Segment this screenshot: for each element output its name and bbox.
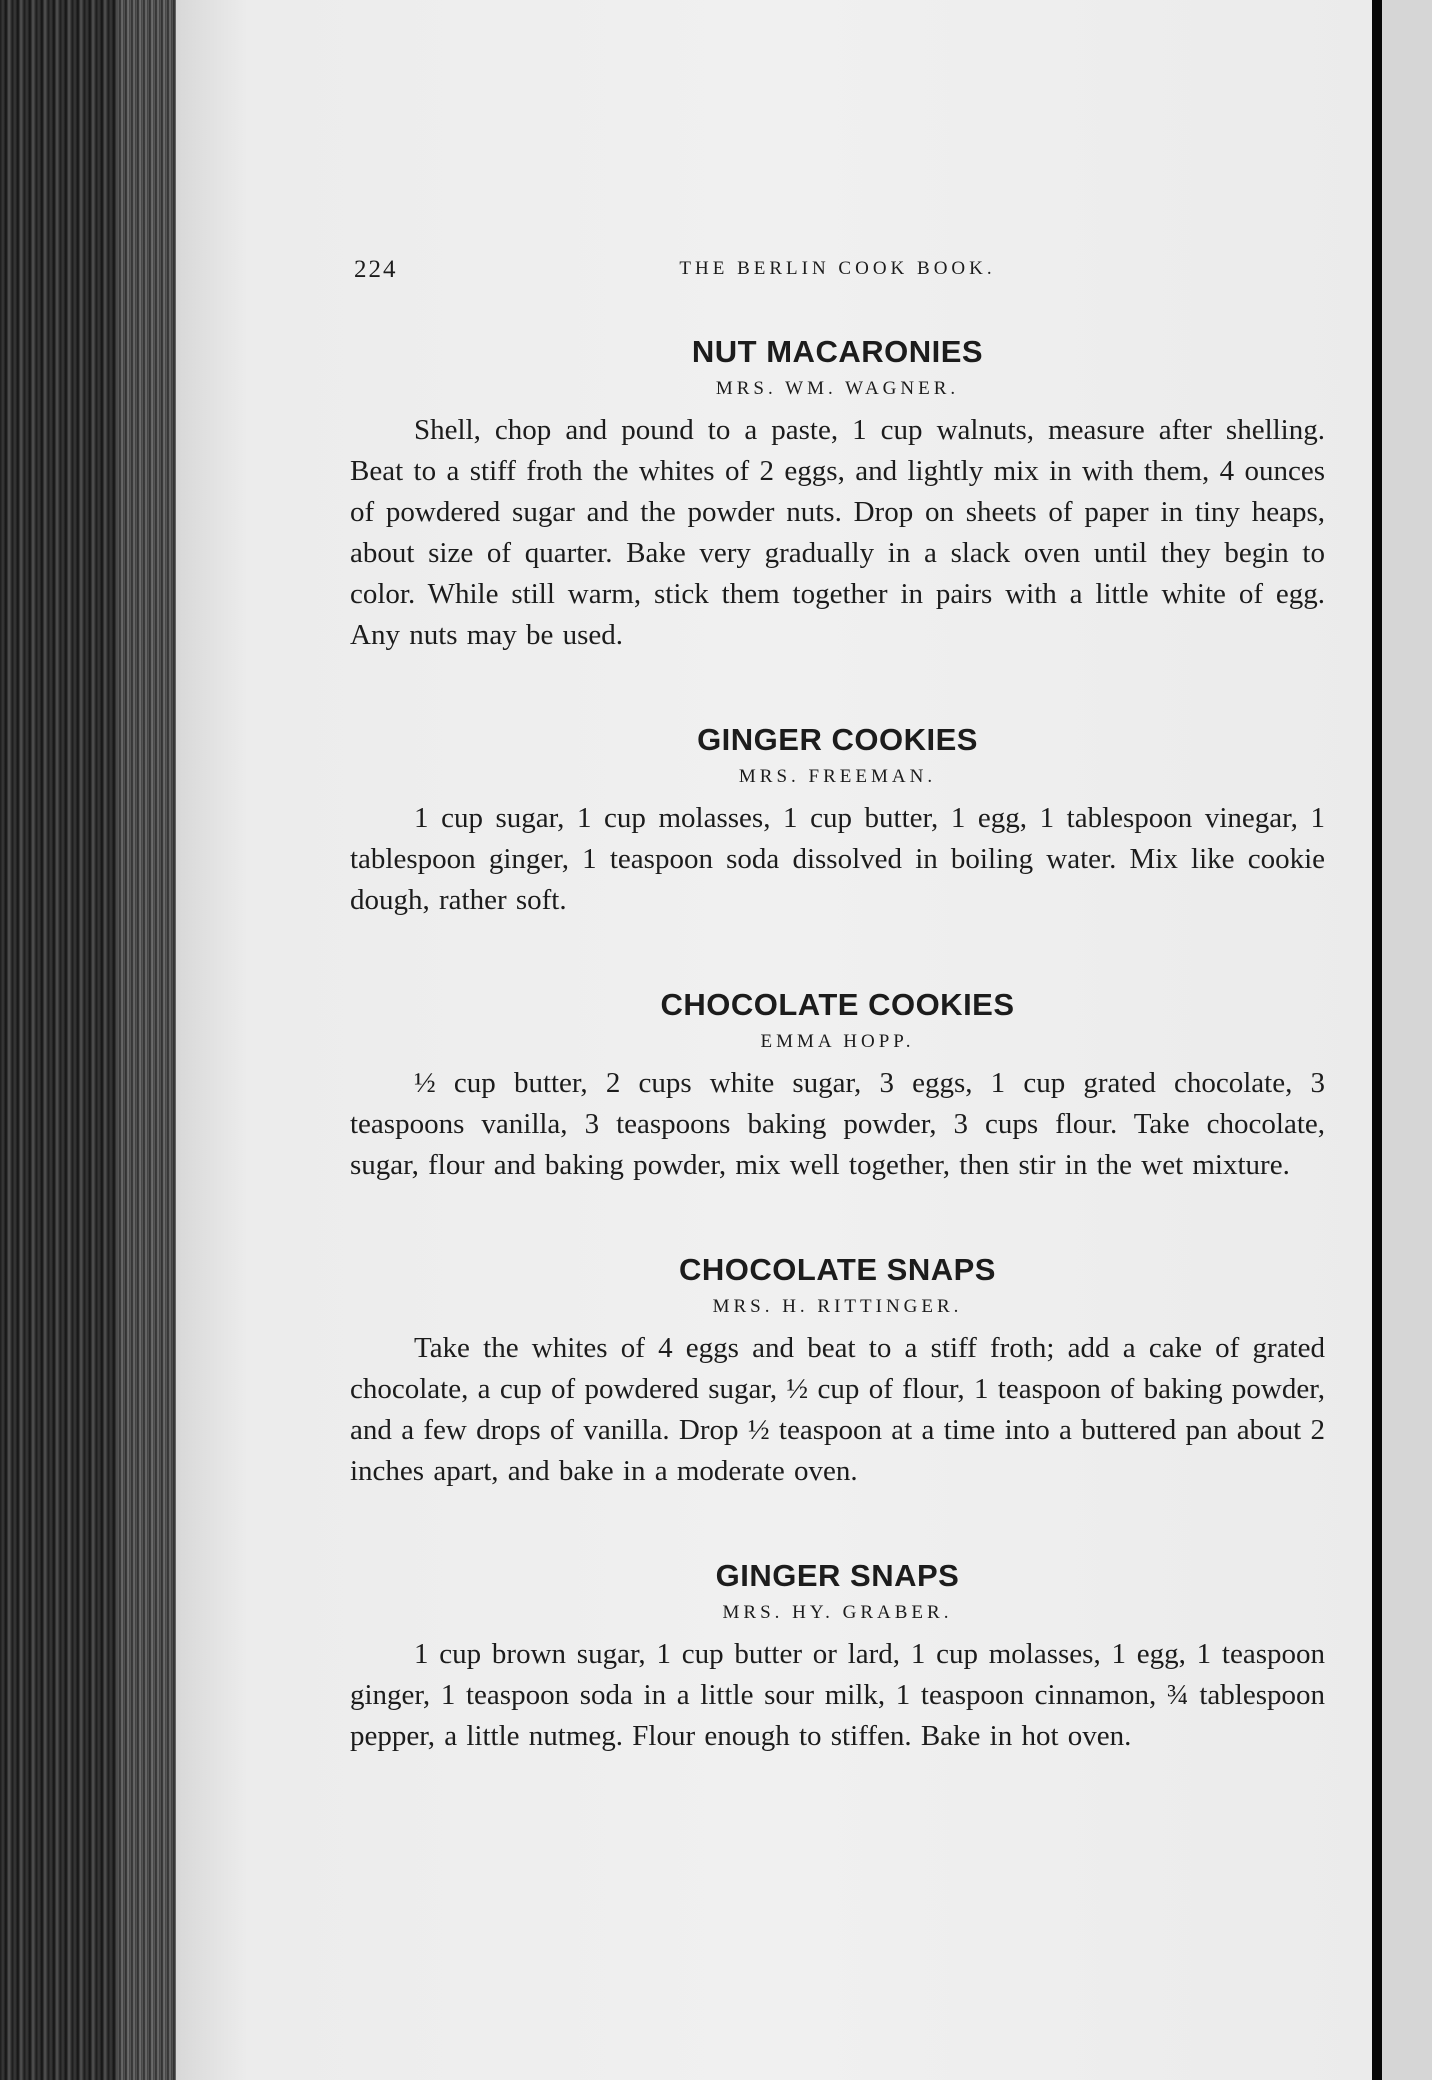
recipe-body: Shell, chop and pound to a paste, 1 cup walnuts, measure after shelling. Beat to a stiff froth the whites of 2 eggs, and lightly mix in with them, 4 ounces of powdered sugar and the powder nuts. Drop on sheets of paper in tiny heaps, about size of quarter. Bake very gradually in a slack oven until they begin to color. While still warm, stick them together in pairs with a little white of egg. Any nuts may be used.	[350, 414, 1325, 651]
recipe-ginger-cookies	[350, 720, 1325, 921]
adjacent-page	[1382, 0, 1432, 2080]
recipe-author: MRS. WM. WAGNER.	[715, 378, 960, 399]
recipe-body: ½ cup butter, 2 cups white sugar, 3 eggs, 1 cup grated chocolate, 3 teaspoons vanilla, 3 teaspoons baking powder, 3 cups flour. Take chocolate, sugar, flour and baking powder, mix well together, then stir in the wet mixture.	[350, 1067, 1325, 1181]
recipe-chocolate-cookies	[350, 985, 1325, 1186]
running-head	[350, 250, 1325, 300]
recipe-body: 1 cup sugar, 1 cup molasses, 1 cup butter, 1 egg, 1 tablespoon vinegar, 1 tablespoon ginger, 1 teaspoon soda dissolved in boiling water. Mix like cookie dough, rather soft.	[350, 802, 1325, 916]
recipe-title: CHOCOLATE COOKIES	[660, 987, 1015, 1022]
page-number: 224	[354, 256, 398, 283]
book-title: THE BERLIN COOK BOOK.	[679, 258, 996, 279]
recipe-body: 1 cup brown sugar, 1 cup butter or lard, 1 cup molasses, 1 egg, 1 teaspoon ginger, 1 teaspoon soda in a little sour milk, 1 teaspoon cinnamon, ¾ tablespoon pepper, a little nutmeg. Flour enough to stiffen. Bake in hot oven.	[350, 1638, 1325, 1752]
recipe-author: EMMA HOPP.	[760, 1031, 915, 1052]
page-edges	[118, 0, 180, 2080]
recipe-author: MRS. HY. GRABER.	[722, 1602, 953, 1623]
recipe-author: MRS. FREEMAN.	[738, 766, 937, 787]
recipe-chocolate-snaps	[350, 1250, 1325, 1492]
recipe-title: NUT MACARONIES	[691, 334, 984, 369]
recipe-ginger-snaps	[350, 1556, 1325, 1757]
recipe-title: GINGER COOKIES	[697, 722, 978, 757]
recipe-nut-macaronies	[350, 332, 1325, 656]
recipe-body: Take the whites of 4 eggs and beat to a stiff froth; add a cake of grated chocolate, a cup of powdered sugar, ½ cup of flour, 1 teaspoon of baking powder, and a few drops of vanilla. Drop ½ teaspoon at a time into a buttered pan about 2 inches apart, and bake in a moderate oven.	[350, 1332, 1325, 1487]
recipe-author: MRS. H. RITTINGER.	[712, 1296, 963, 1317]
recipe-title: GINGER SNAPS	[715, 1558, 960, 1593]
page-gutter	[1372, 0, 1382, 2080]
recipe-title: CHOCOLATE SNAPS	[679, 1252, 996, 1287]
page-content	[350, 250, 1325, 1821]
